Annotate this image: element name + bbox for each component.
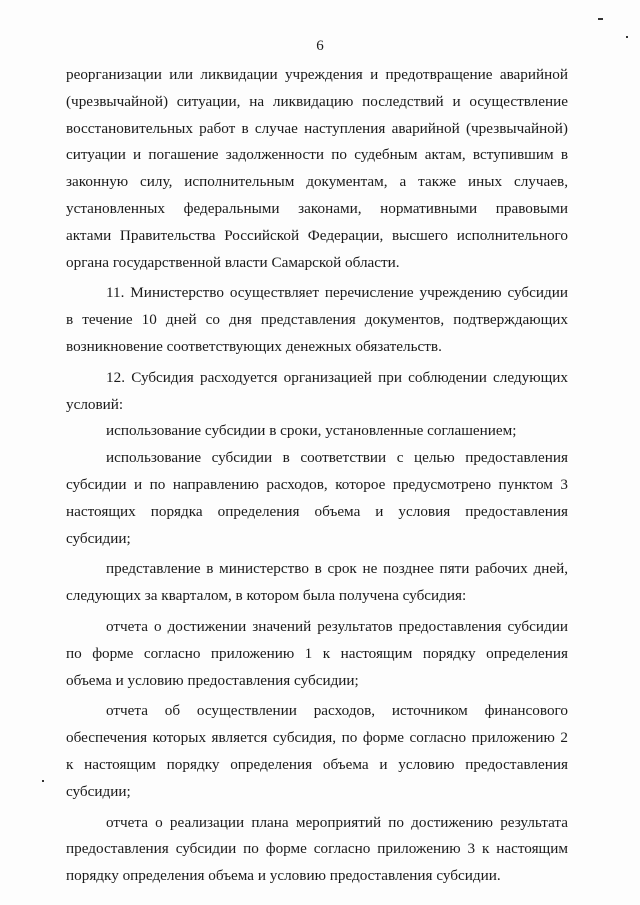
- report-item: отчета о реализации плана мероприятий по достижению результата: [106, 813, 568, 831]
- text-line: актами Правительства Российской Федерации, высшего исполнительного: [66, 226, 568, 244]
- text-line: порядку определения объема и условию предоставления субсидии.: [66, 867, 501, 885]
- text-line: органа государственной власти Самарской области.: [66, 253, 400, 271]
- scan-mark-top-right: [598, 18, 603, 20]
- document-text: [66, 62, 568, 890]
- text-line: условий:: [66, 395, 124, 413]
- scan-mark-right: [626, 36, 628, 38]
- text-line: субсидии и по направлению расходов, которое предусмотрено пунктом 3: [66, 475, 568, 493]
- text-line: по форме согласно приложению 1 к настоящим порядку определения: [66, 644, 568, 662]
- page-number: 6: [316, 38, 324, 54]
- text-line: в течение 10 дней со дня представления документов, подтверждающих: [66, 311, 568, 329]
- paragraph-11-first-line: 11. Министерство осуществляет перечисление учреждению субсидии: [106, 284, 568, 302]
- condition-item: использование субсидии в соответствии с целью предоставления: [106, 449, 568, 467]
- text-line: следующих за кварталом, в котором была получена субсидия:: [66, 587, 467, 605]
- text-line: (чрезвычайной) ситуации, на ликвидацию последствий и осуществление: [66, 92, 568, 110]
- text-line: к настоящим порядку определения объема и условию предоставления: [66, 755, 568, 773]
- scan-mark-left: [42, 780, 44, 782]
- text-line: объема и условию предоставления субсидии;: [66, 671, 359, 689]
- report-item: отчета о достижении значений результатов предоставления субсидии: [106, 617, 568, 635]
- text-line: настоящих порядка определения объема и условия предоставления: [66, 502, 568, 520]
- text-line: восстановительных работ в случае наступления аварийной (чрезвычайной): [66, 119, 568, 137]
- text-line: субсидии;: [66, 782, 131, 800]
- text-line: субсидии;: [66, 529, 131, 547]
- text-line: возникновение соответствующих денежных обязательств.: [66, 337, 442, 355]
- text-line: предоставления субсидии по форме согласно приложению 3 к настоящим: [66, 840, 568, 858]
- condition-item: представление в министерство в срок не позднее пяти рабочих дней,: [106, 560, 568, 578]
- text-line: реорганизации или ликвидации учреждения и предотвращение аварийной: [66, 66, 568, 83]
- text-line: обеспечения которых является субсидия, по форме согласно приложению 2: [66, 729, 568, 747]
- condition-item: использование субсидии в сроки, установленные соглашением;: [106, 422, 517, 440]
- report-item: отчета об осуществлении расходов, источником финансового: [106, 702, 568, 720]
- text-line: ситуации и погашение задолженности по судебным актам, вступившим в: [66, 146, 568, 164]
- text-line: установленных федеральными законами, нормативными правовыми: [66, 199, 568, 217]
- paragraph-12-first-line: 12. Субсидия расходуется организацией при соблюдении следующих: [106, 368, 568, 386]
- text-line: законную силу, исполнительным документам, а также иных случаев,: [66, 173, 568, 191]
